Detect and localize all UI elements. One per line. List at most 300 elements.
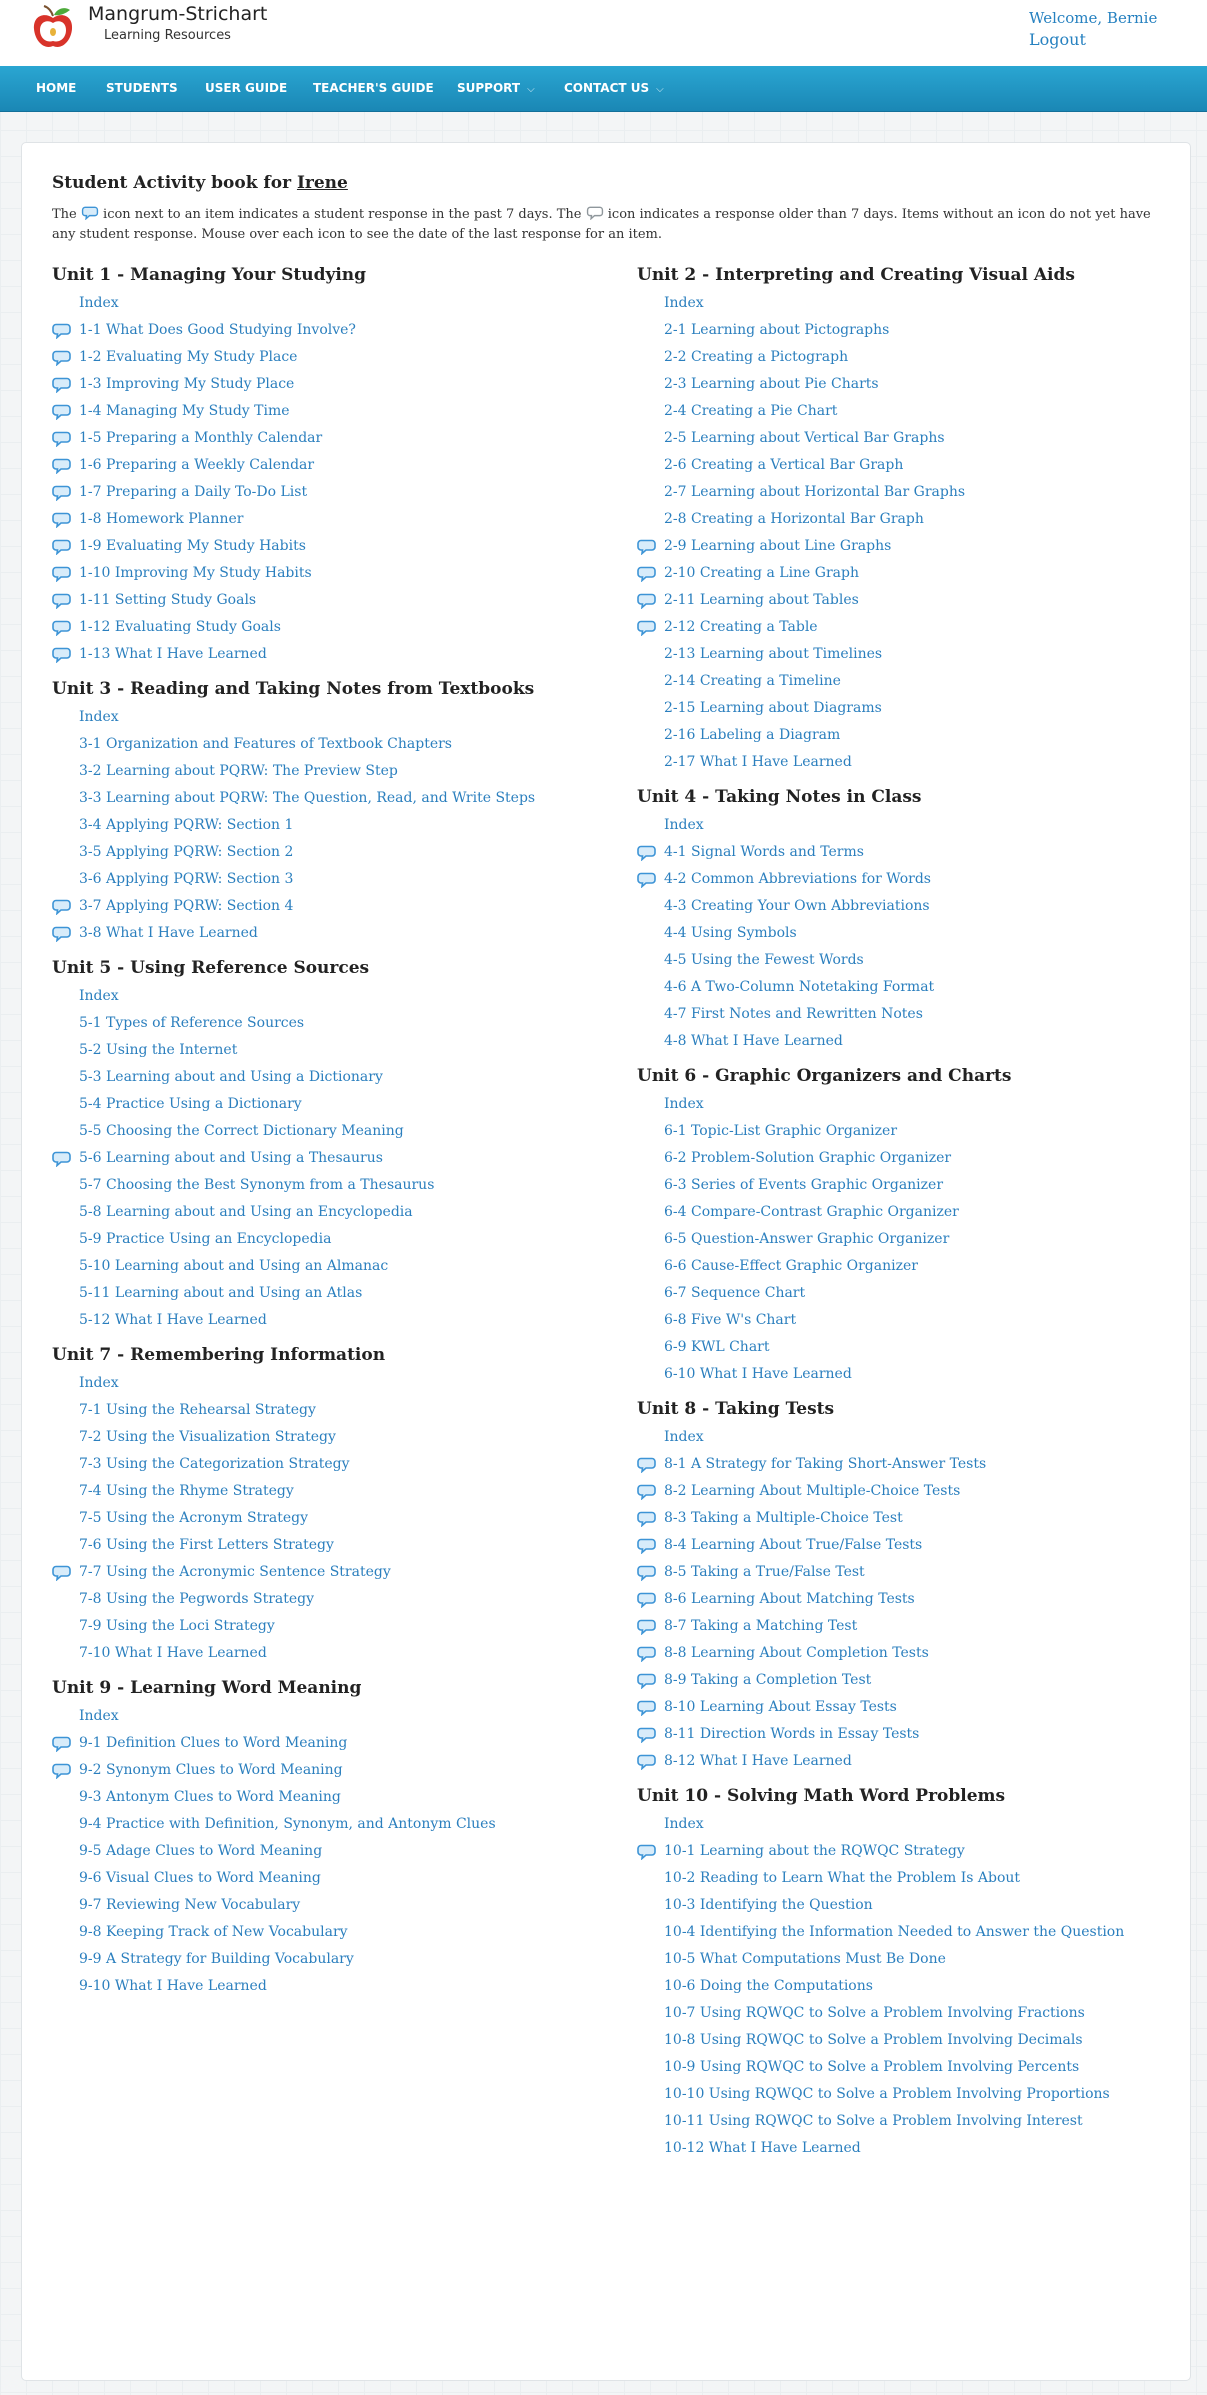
activity-item [637, 560, 1197, 587]
activity-link[interactable]: 1-11 Setting Study Goals [79, 592, 257, 608]
activity-item [52, 1532, 612, 1559]
activity-link[interactable]: 9-5 Adage Clues to Word Meaning [79, 1843, 323, 1859]
activity-link[interactable]: 1-2 Evaluating My Study Place [79, 349, 298, 365]
activity-item [637, 2081, 1197, 2108]
activity-item [52, 1253, 612, 1280]
activity-item [637, 893, 1197, 920]
activity-link[interactable]: 8-6 Learning About Matching Tests [664, 1591, 915, 1607]
activity-item [637, 1307, 1197, 1334]
activity-item [637, 1532, 1197, 1559]
speech-bubble-icon[interactable] [637, 593, 656, 609]
activity-link[interactable]: 6-8 Five W's Chart [664, 1312, 797, 1328]
welcome-user-link[interactable]: Welcome, Bernie [1029, 9, 1158, 27]
activity-link[interactable]: 2-1 Learning about Pictographs [664, 322, 890, 338]
activity-item [52, 425, 612, 452]
activity-item [52, 983, 612, 1010]
activity-item [637, 452, 1197, 479]
unit-section [637, 782, 1197, 1055]
speech-bubble-icon[interactable] [52, 485, 71, 501]
activity-item [52, 1424, 612, 1451]
unit-index-link[interactable]: Index [79, 1375, 119, 1391]
activity-link[interactable]: 6-2 Problem-Solution Graphic Organizer [664, 1150, 952, 1166]
activity-link[interactable]: 8-1 A Strategy for Taking Short-Answer Tests [664, 1456, 987, 1472]
activity-item [52, 758, 612, 785]
activity-link[interactable]: 8-8 Learning About Completion Tests [664, 1645, 929, 1661]
activity-item [637, 1892, 1197, 1919]
activity-item [52, 371, 612, 398]
activity-link[interactable]: 2-2 Creating a Pictograph [664, 349, 849, 365]
activity-item [637, 1973, 1197, 2000]
page-title-text: Student Activity book for [52, 173, 292, 193]
activity-item [637, 2000, 1197, 2027]
activity-link[interactable]: 5-9 Practice Using an Encyclopedia [79, 1231, 332, 1247]
activity-link[interactable]: 5-5 Choosing the Correct Dictionary Meaning [79, 1123, 404, 1139]
unit-index-link[interactable]: Index [79, 709, 119, 725]
activity-item [637, 317, 1197, 344]
speech-bubble-icon[interactable] [637, 845, 656, 861]
unit-index-link[interactable]: Index [664, 295, 704, 311]
activity-link[interactable]: 2-6 Creating a Vertical Bar Graph [664, 457, 904, 473]
speech-bubble-icon[interactable] [637, 1538, 656, 1554]
activity-link[interactable]: 7-3 Using the Categorization Strategy [79, 1456, 350, 1472]
activity-item [637, 1424, 1197, 1451]
activity-link[interactable]: 3-5 Applying PQRW: Section 2 [79, 844, 294, 860]
activity-link[interactable]: 3-4 Applying PQRW: Section 1 [79, 817, 294, 833]
activity-item [52, 839, 612, 866]
activity-item [52, 1865, 612, 1892]
activity-link[interactable]: 6-7 Sequence Chart [664, 1285, 806, 1301]
activity-link[interactable]: 7-9 Using the Loci Strategy [79, 1618, 275, 1634]
activity-item [52, 533, 612, 560]
activity-item [637, 1505, 1197, 1532]
unit-section [637, 1061, 1197, 1388]
speech-bubble-icon[interactable] [52, 647, 71, 663]
activity-item [52, 1505, 612, 1532]
activity-item [637, 839, 1197, 866]
activity-link[interactable]: 4-1 Signal Words and Terms [664, 844, 864, 860]
speech-bubble-icon[interactable] [637, 539, 656, 555]
activity-item [52, 641, 612, 668]
activity-item [637, 1721, 1197, 1748]
activity-item [637, 1226, 1197, 1253]
activity-link[interactable]: 3-2 Learning about PQRW: The Preview Step [79, 763, 398, 779]
activity-item [637, 506, 1197, 533]
logout-link[interactable]: Logout [1029, 30, 1086, 49]
activity-link[interactable]: 2-10 Creating a Line Graph [664, 565, 859, 581]
activity-link[interactable]: 6-1 Topic-List Graphic Organizer [664, 1123, 898, 1139]
speech-bubble-icon[interactable] [637, 620, 656, 636]
activity-item [52, 1640, 612, 1667]
activity-item [637, 614, 1197, 641]
unit-section [52, 260, 612, 668]
unit-title: Unit 6 - Graphic Organizers and Charts [637, 1066, 1012, 1086]
activity-link[interactable]: 3-7 Applying PQRW: Section 4 [79, 898, 294, 914]
activity-link[interactable]: 6-5 Question-Answer Graphic Organizer [664, 1231, 950, 1247]
activity-item [637, 1694, 1197, 1721]
activity-link[interactable]: 10-2 Reading to Learn What the Problem Is About [664, 1870, 1021, 1886]
activity-link[interactable]: 10-6 Doing the Computations [664, 1978, 873, 1994]
unit-index-link[interactable]: Index [664, 1096, 704, 1112]
activity-link[interactable]: 5-10 Learning about and Using an Almanac [79, 1258, 389, 1274]
activity-link[interactable]: 5-8 Learning about and Using an Encyclopedia [79, 1204, 413, 1220]
activity-item [52, 1226, 612, 1253]
activity-item [52, 1613, 612, 1640]
activity-item [637, 749, 1197, 776]
activity-item [52, 1145, 612, 1172]
activity-link[interactable]: 3-8 What I Have Learned [79, 925, 258, 941]
unit-section [637, 260, 1197, 776]
activity-link[interactable]: 3-6 Applying PQRW: Section 3 [79, 871, 294, 887]
activity-item [637, 722, 1197, 749]
activity-link[interactable]: 4-4 Using Symbols [664, 925, 797, 941]
activity-link[interactable]: 8-4 Learning About True/False Tests [664, 1537, 923, 1553]
nav-teachers-guide-label: TEACHER'S GUIDE [313, 81, 434, 95]
activity-link[interactable]: 4-3 Creating Your Own Abbreviations [664, 898, 930, 914]
speech-bubble-icon[interactable] [637, 1484, 656, 1500]
activity-link[interactable]: 8-10 Learning About Essay Tests [664, 1699, 897, 1715]
activity-link[interactable]: 10-5 What Computations Must Be Done [664, 1951, 946, 1967]
activity-item [637, 1001, 1197, 1028]
activity-item [52, 1919, 612, 1946]
activity-item [52, 1397, 612, 1424]
activity-item [637, 2135, 1197, 2162]
activity-item [52, 506, 612, 533]
speech-bubble-icon[interactable] [52, 458, 71, 474]
activity-link[interactable]: 2-7 Learning about Horizontal Bar Graphs [664, 484, 966, 500]
unit-section [52, 1673, 612, 2000]
activity-link[interactable]: 8-3 Taking a Multiple-Choice Test [664, 1510, 903, 1526]
speech-bubble-icon[interactable] [52, 512, 71, 528]
activity-item [637, 812, 1197, 839]
activity-link[interactable]: 7-7 Using the Acronymic Sentence Strategy [79, 1564, 391, 1580]
activity-link[interactable]: 10-9 Using RQWQC to Solve a Problem Involving Percents [664, 2059, 1080, 2075]
activity-link[interactable]: 4-6 A Two-Column Notetaking Format [664, 979, 935, 995]
unit-section [637, 1781, 1197, 2162]
activity-link[interactable]: 1-7 Preparing a Daily To-Do List [79, 484, 308, 500]
speech-bubble-icon[interactable] [637, 872, 656, 888]
intro-part-3: icon indicates a response older than 7 days. Items without an icon do not yet have any student response. Mouse over each icon to see the date of the last response for an item. [52, 207, 1151, 242]
activity-item [637, 425, 1197, 452]
activity-item [52, 704, 612, 731]
activity-item [52, 1091, 612, 1118]
nav-contact-us-label: CONTACT US [564, 81, 650, 95]
unit-title: Unit 5 - Using Reference Sources [52, 958, 370, 978]
activity-item [637, 1586, 1197, 1613]
speech-bubble-icon[interactable] [637, 1700, 656, 1716]
unit-index-link[interactable]: Index [664, 1429, 704, 1445]
speech-bubble-icon[interactable] [52, 350, 71, 366]
activity-link[interactable]: 8-9 Taking a Completion Test [664, 1672, 872, 1688]
activity-item [637, 974, 1197, 1001]
activity-link[interactable]: 9-10 What I Have Learned [79, 1978, 267, 1994]
activity-link[interactable]: 1-5 Preparing a Monthly Calendar [79, 430, 323, 446]
speech-bubble-icon[interactable] [52, 1736, 71, 1752]
activity-item [52, 1892, 612, 1919]
speech-bubble-icon[interactable] [52, 593, 71, 609]
activity-link[interactable]: 6-9 KWL Chart [664, 1339, 770, 1355]
activity-link[interactable]: 7-10 What I Have Learned [79, 1645, 267, 1661]
activity-link[interactable]: 1-6 Preparing a Weekly Calendar [79, 457, 315, 473]
activity-link[interactable]: 1-9 Evaluating My Study Habits [79, 538, 306, 554]
activity-link[interactable]: 9-4 Practice with Definition, Synonym, and Antonym Clues [79, 1816, 496, 1832]
speech-bubble-outline-icon [586, 206, 604, 220]
activity-link[interactable]: 8-12 What I Have Learned [664, 1753, 852, 1769]
activity-item [637, 1613, 1197, 1640]
activity-link[interactable]: 10-3 Identifying the Question [664, 1897, 873, 1913]
activity-link[interactable]: 10-8 Using RQWQC to Solve a Problem Involving Decimals [664, 2032, 1083, 2048]
speech-bubble-icon[interactable] [52, 377, 71, 393]
nav-contact-us[interactable] [564, 66, 664, 111]
activity-link[interactable]: 2-14 Creating a Timeline [664, 673, 841, 689]
intro-part-2: icon next to an item indicates a student response in the past 7 days. The [103, 207, 582, 222]
activity-link[interactable]: 5-7 Choosing the Best Synonym from a Thesaurus [79, 1177, 435, 1193]
activity-link[interactable]: 4-7 First Notes and Rewritten Notes [664, 1006, 923, 1022]
activity-item [637, 398, 1197, 425]
speech-bubble-icon[interactable] [637, 1565, 656, 1581]
unit-title: Unit 10 - Solving Math Word Problems [637, 1786, 1006, 1806]
activity-link[interactable]: 2-4 Creating a Pie Chart [664, 403, 838, 419]
activity-link[interactable]: 5-6 Learning about and Using a Thesaurus [79, 1150, 383, 1166]
activity-link[interactable]: 5-11 Learning about and Using an Atlas [79, 1285, 363, 1301]
activity-link[interactable]: 2-17 What I Have Learned [664, 754, 852, 770]
activity-item [637, 1946, 1197, 1973]
activity-item [637, 1667, 1197, 1694]
speech-bubble-icon[interactable] [52, 566, 71, 582]
activity-item [637, 1028, 1197, 1055]
nav-students[interactable] [106, 66, 178, 111]
activity-link[interactable]: 2-15 Learning about Diagrams [664, 700, 882, 716]
speech-bubble-icon[interactable] [52, 539, 71, 555]
activity-link[interactable]: 7-2 Using the Visualization Strategy [79, 1429, 336, 1445]
speech-bubble-icon[interactable] [637, 1754, 656, 1770]
activity-link[interactable]: 10-11 Using RQWQC to Solve a Problem Involving Interest [664, 2113, 1083, 2129]
speech-bubble-icon[interactable] [637, 1619, 656, 1635]
activity-item [52, 1478, 612, 1505]
activity-item [52, 290, 612, 317]
activity-link[interactable]: 2-3 Learning about Pie Charts [664, 376, 879, 392]
activity-item [52, 1370, 612, 1397]
speech-bubble-icon[interactable] [637, 566, 656, 582]
nav-user-guide[interactable] [205, 66, 287, 111]
speech-bubble-icon[interactable] [637, 1511, 656, 1527]
activity-link[interactable]: 5-12 What I Have Learned [79, 1312, 267, 1328]
activity-item [52, 920, 612, 947]
activity-item [637, 1811, 1197, 1838]
nav-home-label: HOME [36, 81, 77, 95]
unit-title: Unit 1 - Managing Your Studying [52, 265, 367, 285]
speech-bubble-icon[interactable] [52, 1763, 71, 1779]
activity-link[interactable]: 7-1 Using the Rehearsal Strategy [79, 1402, 316, 1418]
unit-title: Unit 3 - Reading and Taking Notes from Textbooks [52, 679, 535, 699]
brand-name: Mangrum-Strichart [88, 3, 268, 25]
activity-link[interactable]: 9-6 Visual Clues to Word Meaning [79, 1870, 321, 1886]
activity-item [637, 1838, 1197, 1865]
speech-bubble-icon[interactable] [52, 1151, 71, 1167]
activity-item [637, 2027, 1197, 2054]
activity-item [52, 398, 612, 425]
activity-item [637, 1091, 1197, 1118]
activity-item [637, 2054, 1197, 2081]
activity-item [637, 1253, 1197, 1280]
activity-item [52, 812, 612, 839]
activity-item [52, 1586, 612, 1613]
activity-item [637, 533, 1197, 560]
unit-title: Unit 4 - Taking Notes in Class [637, 787, 922, 807]
activity-link[interactable]: 8-5 Taking a True/False Test [664, 1564, 865, 1580]
speech-bubble-icon[interactable] [52, 404, 71, 420]
activity-item [637, 920, 1197, 947]
activity-item [637, 479, 1197, 506]
activity-item [637, 290, 1197, 317]
apple-logo-icon[interactable] [30, 4, 76, 52]
speech-bubble-icon[interactable] [637, 1727, 656, 1743]
chevron-down-icon: ⌵ [656, 84, 664, 95]
activity-link[interactable]: 1-3 Improving My Study Place [79, 376, 295, 392]
activity-item [52, 731, 612, 758]
nav-teachers-guide[interactable] [313, 66, 434, 111]
speech-bubble-icon[interactable] [637, 1673, 656, 1689]
speech-bubble-icon[interactable] [52, 1565, 71, 1581]
unit-index-link[interactable]: Index [79, 988, 119, 1004]
activity-link[interactable]: 7-8 Using the Pegwords Strategy [79, 1591, 315, 1607]
right-unit-column [637, 260, 1197, 2168]
intro-part-1: The [52, 207, 77, 222]
activity-link[interactable]: 9-3 Antonym Clues to Word Meaning [79, 1789, 341, 1805]
activity-item [52, 1703, 612, 1730]
unit-index-link[interactable]: Index [79, 1708, 119, 1724]
activity-book-panel [21, 142, 1191, 2381]
activity-item [637, 1280, 1197, 1307]
activity-item [52, 1199, 612, 1226]
activity-item [637, 641, 1197, 668]
student-name: Irene [296, 173, 348, 193]
activity-link[interactable]: 10-12 What I Have Learned [664, 2140, 861, 2156]
activity-item [637, 695, 1197, 722]
activity-item [637, 1451, 1197, 1478]
unit-index-link[interactable]: Index [79, 295, 119, 311]
activity-item [637, 344, 1197, 371]
speech-bubble-icon[interactable] [52, 323, 71, 339]
page-title [52, 173, 348, 193]
activity-link[interactable]: 2-12 Creating a Table [664, 619, 818, 635]
activity-link[interactable]: 9-7 Reviewing New Vocabulary [79, 1897, 301, 1913]
activity-item [52, 1946, 612, 1973]
nav-home[interactable] [36, 66, 76, 111]
activity-item [52, 587, 612, 614]
activity-link[interactable]: 4-8 What I Have Learned [664, 1033, 843, 1049]
activity-item [637, 1478, 1197, 1505]
unit-section [52, 674, 612, 947]
unit-title: Unit 8 - Taking Tests [637, 1399, 835, 1419]
activity-link[interactable]: 2-16 Labeling a Diagram [664, 727, 841, 743]
activity-link[interactable]: 2-8 Creating a Horizontal Bar Graph [664, 511, 924, 527]
unit-title: Unit 2 - Interpreting and Creating Visual Aids [637, 265, 1075, 285]
activity-item [52, 866, 612, 893]
activity-item [637, 587, 1197, 614]
activity-link[interactable]: 8-11 Direction Words in Essay Tests [664, 1726, 920, 1742]
activity-link[interactable]: 2-9 Learning about Line Graphs [664, 538, 892, 554]
activity-link[interactable]: 2-5 Learning about Vertical Bar Graphs [664, 430, 945, 446]
activity-link[interactable]: 9-2 Synonym Clues to Word Meaning [79, 1762, 343, 1778]
unit-index-link[interactable]: Index [664, 1816, 704, 1832]
activity-item [637, 1865, 1197, 1892]
speech-bubble-icon[interactable] [52, 899, 71, 915]
speech-bubble-icon[interactable] [637, 1592, 656, 1608]
activity-link[interactable]: 1-13 What I Have Learned [79, 646, 267, 662]
unit-index-link[interactable]: Index [664, 817, 704, 833]
activity-item [52, 479, 612, 506]
activity-item [52, 1757, 612, 1784]
activity-link[interactable]: 1-12 Evaluating Study Goals [79, 619, 281, 635]
activity-link[interactable]: 6-4 Compare-Contrast Graphic Organizer [664, 1204, 959, 1220]
activity-item [637, 1199, 1197, 1226]
activity-link[interactable]: 10-10 Using RQWQC to Solve a Problem Involving Proportions [664, 2086, 1110, 2102]
activity-item [52, 1064, 612, 1091]
activity-link[interactable]: 9-1 Definition Clues to Word Meaning [79, 1735, 348, 1751]
activity-link[interactable]: 8-2 Learning About Multiple-Choice Tests [664, 1483, 961, 1499]
activity-link[interactable]: 6-3 Series of Events Graphic Organizer [664, 1177, 944, 1193]
nav-support-label: SUPPORT [457, 81, 521, 95]
activity-link[interactable]: 2-11 Learning about Tables [664, 592, 859, 608]
activity-item [52, 1730, 612, 1757]
activity-link[interactable]: 5-3 Learning about and Using a Dictionary [79, 1069, 383, 1085]
activity-link[interactable]: 4-2 Common Abbreviations for Words [664, 871, 931, 887]
activity-item [52, 893, 612, 920]
activity-link[interactable]: 8-7 Taking a Matching Test [664, 1618, 858, 1634]
activity-link[interactable]: 1-10 Improving My Study Habits [79, 565, 312, 581]
speech-bubble-icon[interactable] [637, 1844, 656, 1860]
activity-link[interactable]: 3-1 Organization and Features of Textbook Chapters [79, 736, 452, 752]
nav-support[interactable] [457, 66, 535, 111]
speech-bubble-icon[interactable] [637, 1457, 656, 1473]
activity-link[interactable]: 7-5 Using the Acronym Strategy [79, 1510, 309, 1526]
activity-item [637, 1748, 1197, 1775]
activity-item [52, 1307, 612, 1334]
speech-bubble-icon[interactable] [637, 1646, 656, 1662]
activity-link[interactable]: 5-4 Practice Using a Dictionary [79, 1096, 302, 1112]
activity-link[interactable]: 1-1 What Does Good Studying Involve? [79, 322, 356, 338]
user-box [1029, 8, 1157, 50]
activity-item [52, 1973, 612, 2000]
activity-link[interactable]: 9-8 Keeping Track of New Vocabulary [79, 1924, 348, 1940]
activity-link[interactable]: 5-1 Types of Reference Sources [79, 1015, 305, 1031]
activity-link[interactable]: 1-8 Homework Planner [79, 511, 244, 527]
activity-link[interactable]: 2-13 Learning about Timelines [664, 646, 883, 662]
site-header [0, 0, 1207, 66]
speech-bubble-icon[interactable] [52, 620, 71, 636]
activity-link[interactable]: 10-1 Learning about the RQWQC Strategy [664, 1843, 965, 1859]
activity-link[interactable]: 6-10 What I Have Learned [664, 1366, 852, 1382]
activity-link[interactable]: 7-4 Using the Rhyme Strategy [79, 1483, 294, 1499]
activity-item [52, 785, 612, 812]
activity-link[interactable]: 10-7 Using RQWQC to Solve a Problem Involving Fractions [664, 2005, 1085, 2021]
activity-link[interactable]: 1-4 Managing My Study Time [79, 403, 290, 419]
activity-link[interactable]: 6-6 Cause-Effect Graphic Organizer [664, 1258, 918, 1274]
activity-item [52, 1451, 612, 1478]
speech-bubble-icon[interactable] [52, 926, 71, 942]
activity-link[interactable]: 10-4 Identifying the Information Needed to Answer the Question [664, 1924, 1125, 1940]
nav-user-guide-label: USER GUIDE [205, 81, 288, 95]
activity-link[interactable]: 5-2 Using the Internet [79, 1042, 238, 1058]
speech-bubble-icon[interactable] [52, 431, 71, 447]
speech-bubble-icon [81, 206, 99, 220]
activity-link[interactable]: 9-9 A Strategy for Building Vocabulary [79, 1951, 354, 1967]
activity-item [52, 560, 612, 587]
activity-link[interactable]: 7-6 Using the First Letters Strategy [79, 1537, 334, 1553]
activity-link[interactable]: 3-3 Learning about PQRW: The Question, Read, and Write Steps [79, 790, 536, 806]
chevron-down-icon: ⌵ [527, 84, 535, 95]
activity-link[interactable]: 4-5 Using the Fewest Words [664, 952, 864, 968]
